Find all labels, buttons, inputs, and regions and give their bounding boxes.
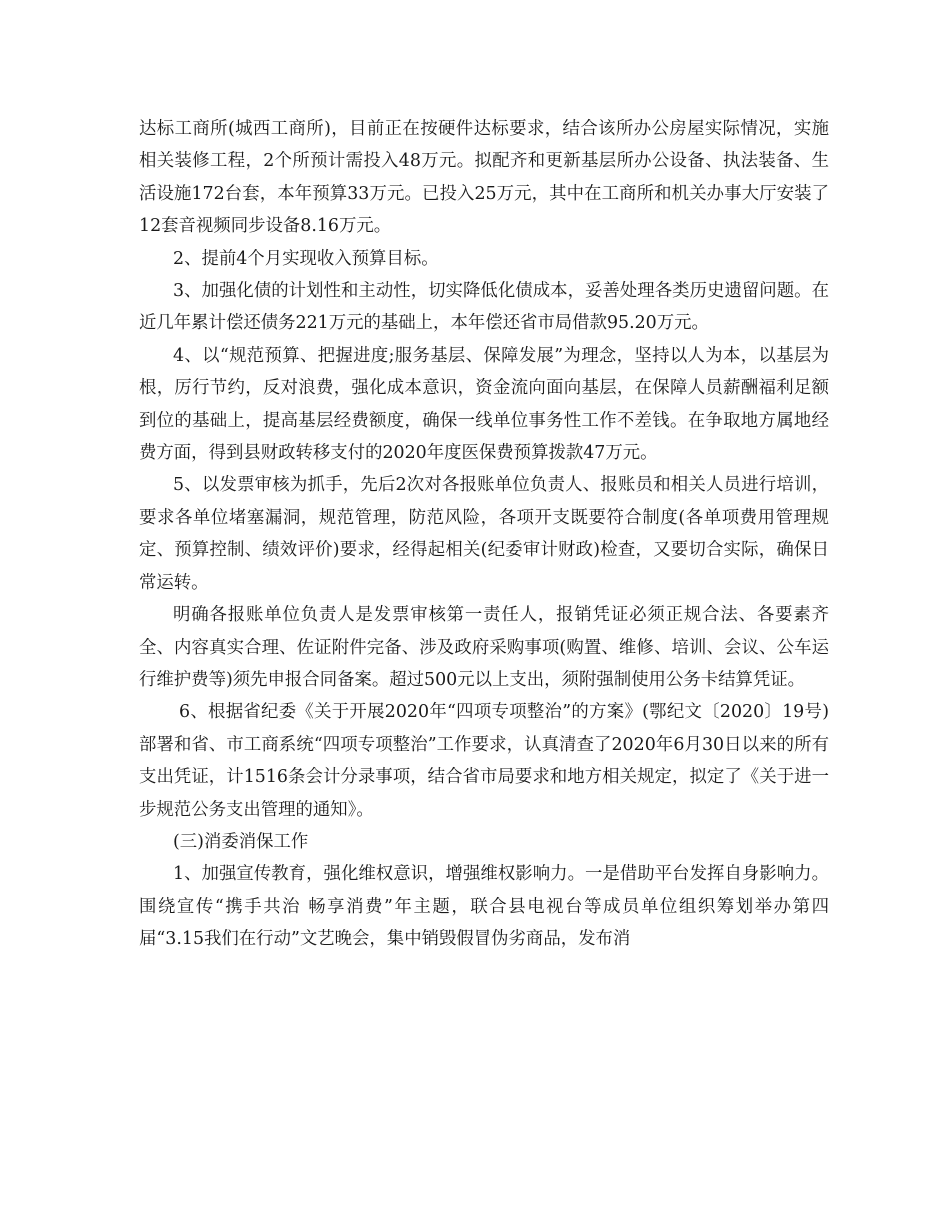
document-body [139, 113, 829, 956]
section-heading: (三)消委消保工作 [173, 831, 309, 852]
paragraph-continuation: 达标工商所(城西工商所)，目前正在按硬件达标要求，结合该所办公房屋实际情况，实施相关装修工程，2个所预计需投入48万元。拟配齐和更新基层所办公设备、执法装备、生活设施172台套，本年预算33万元。已投入25万元，其中在工商所和机关办事大厅安装了12套音视频同步设备8.16万元。 [139, 119, 829, 237]
paragraph-item-4: 4、以“规范预算、把握进度;服务基层、保障发展”为理念，坚持以人为本，以基层为根，厉行节约，反对浪费，强化成本意识，资金流向面向基层，在保障人员薪酬福利足额到位的基础上，提高基层经费额度，确保一线单位事务性工作不差钱。在争取地方属地经费方面，得到县财政转移支付的2020年度医保费预算拨款47万元。 [139, 345, 829, 464]
paragraph-item-5: 5、以发票审核为抓手，先后2次对各报账单位负责人、报账员和相关人员进行培训，要求各单位堵塞漏洞，规范管理，防范风险，各项开支既要符合制度(各单项费用管理规定、预算控制、绩效评价)要求，经得起相关(纪委审计财政)检查，又要切合实际，确保日常运转。 [139, 475, 829, 593]
paragraph-item-3: 3、加强化债的计划性和主动性，切实降低化债成本，妥善处理各类历史遗留问题。在近几年累计偿还债务221万元的基础上，本年偿还省市局借款95.20万元。 [139, 281, 829, 334]
paragraph-consumer-item-1: 1、加强宣传教育，强化维权意识，增强维权影响力。一是借助平台发挥自身影响力。围绕宣传“携手共治 畅享消费”年主题，联合县电视台等成员单位组织筹划举办第四届“3.15我们在行动”文艺晚会，集中销毁假冒伪劣商品，发布消 [139, 864, 829, 950]
paragraph-item-2: 2、提前4个月实现收入预算目标。 [173, 248, 439, 269]
paragraph-item-6: 6、根据省纪委《关于开展2020年“四项专项整治”的方案》(鄂纪文〔2020〕19号)部署和省、市工商系统“四项专项整治”工作要求，认真清查了2020年6月30日以来的所有支出凭证，计1516条会计分录事项，结合省市局要求和地方相关规定，拟定了《关于进一步规范公务支出管理的通知》。 [139, 702, 829, 820]
paragraph-invoice-responsibility: 明确各报账单位负责人是发票审核第一责任人，报销凭证必须正规合法、各要素齐全、内容真实合理、佐证附件完备、涉及政府采购事项(购置、维修、培训、会议、公车运行维护费等)须先申报合同备案。超过500元以上支出，须附强制使用公务卡结算凭证。 [139, 605, 829, 690]
